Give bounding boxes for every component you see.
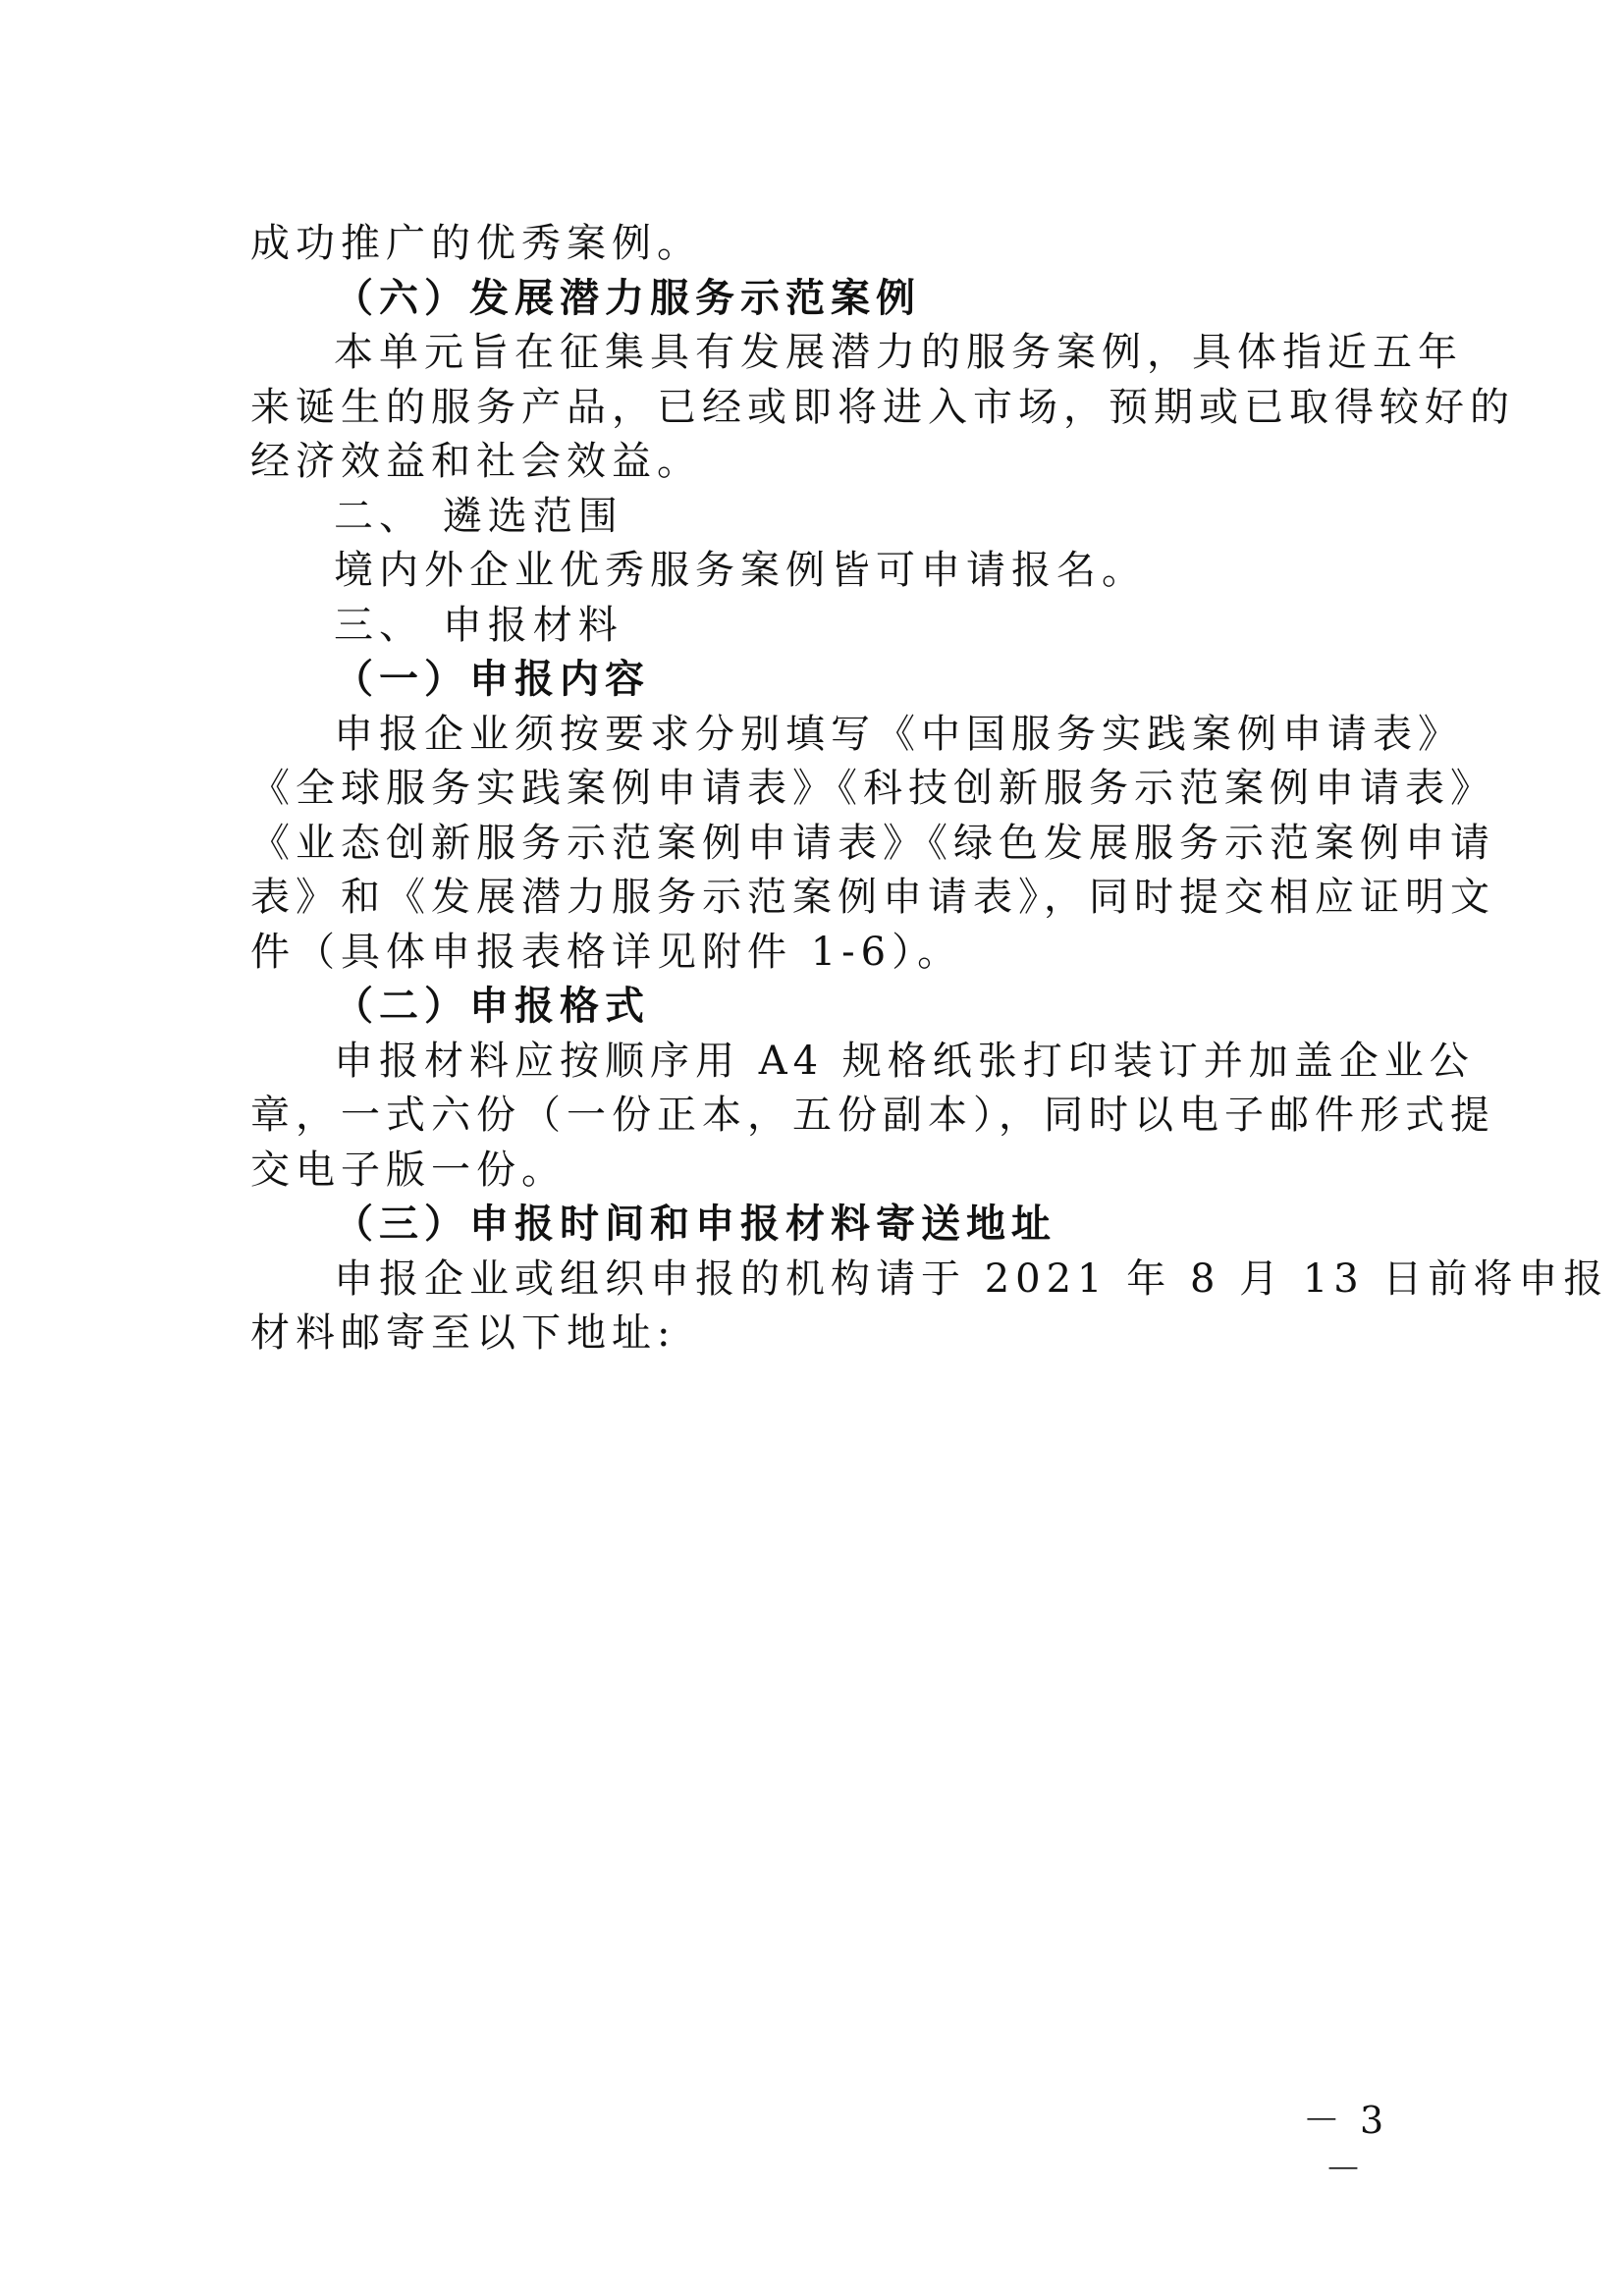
paragraph-line: 材料邮寄至以下地址: [250, 1310, 676, 1356]
paragraph-line: 申报材料应按顺序用 A4 规格纸张打印装订并加盖企业公 [334, 1039, 1475, 1084]
heading-scope: 二、 遴选范围 [334, 494, 623, 539]
paragraph-line: 申报企业或组织申报的机构请于 2021 年 8 月 13 日前将申报 [334, 1256, 1609, 1302]
heading-time-address: （三）申报时间和申报材料寄送地址 [334, 1201, 1056, 1247]
heading-materials: 三、 申报材料 [334, 603, 623, 648]
page-number: － 3 － [1302, 2099, 1388, 2191]
paragraph-line: 经济效益和社会效益。 [250, 439, 702, 484]
paragraph-line: 申报企业须按要求分别填写《中国服务实践案例申请表》 [334, 712, 1463, 757]
heading-development-potential: （六）发展潜力服务示范案例 [334, 276, 921, 321]
heading-content: （一）申报内容 [334, 657, 650, 702]
paragraph-line: 交电子版一份。 [250, 1148, 567, 1193]
paragraph-line: 《业态创新服务示范案例申请表》《绿色发展服务示范案例申请 [250, 821, 1495, 866]
paragraph-line: 件（具体申报表格详见附件 1-6）。 [250, 930, 963, 975]
paragraph-line: 《全球服务实践案例申请表》《科技创新服务示范案例申请表》 [250, 766, 1495, 811]
paragraph-line: 成功推广的优秀案例。 [250, 221, 702, 266]
paragraph-line: 章，一式六份（一份正本，五份副本），同时以电子邮件形式提 [250, 1093, 1495, 1138]
paragraph-line: 表》和《发展潜力服务示范案例申请表》，同时提交相应证明文 [250, 875, 1495, 920]
paragraph-line: 来诞生的服务产品，已经或即将进入市场，预期或已取得较好的 [250, 385, 1515, 430]
heading-format: （二）申报格式 [334, 984, 650, 1029]
paragraph-line: 本单元旨在征集具有发展潜力的服务案例，具体指近五年 [334, 330, 1463, 375]
paragraph-line: 境内外企业优秀服务案例皆可申请报名。 [334, 548, 1147, 593]
